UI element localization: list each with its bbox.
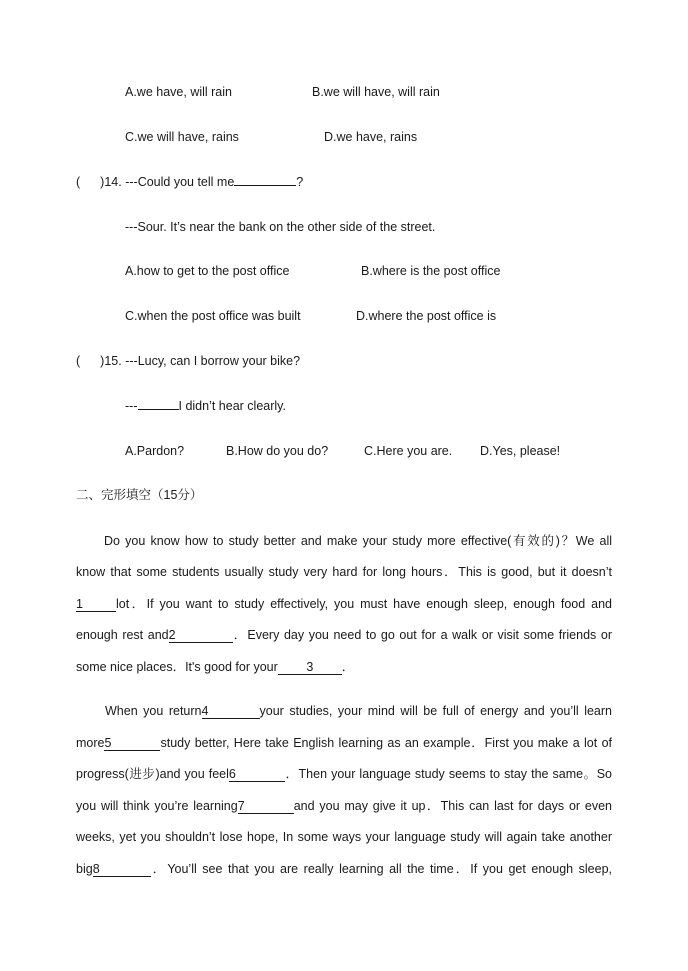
q15-reply (125, 398, 286, 414)
passage-p2-line1 (105, 703, 612, 719)
passage-p2-line3 (76, 766, 612, 782)
passage-p2-line1-post: your studies, your mind will be full of energy and you’ll learn (259, 704, 612, 718)
q14-option-d: D.where the post office is (356, 309, 497, 323)
passage-p2-line4-post: and you may give it up．This can last for days or even (293, 799, 612, 813)
passage-p1-line3 (76, 596, 612, 612)
passage-p1-line5-post: ． (341, 660, 355, 674)
passage-p2-line5: weeks, yet you shouldn’t lose hope, In some ways your language study will again take another (76, 830, 612, 844)
q14-option-a: A.how to get to the post office (125, 264, 290, 278)
q14-stem-text: ---Could you tell me (125, 175, 235, 189)
passage-p2-line2 (76, 735, 612, 751)
q14-option-b: B.where is the post office (361, 264, 501, 278)
q14-stem (76, 174, 303, 190)
passage-p2-line4 (76, 798, 612, 814)
blank-5: 5 (104, 737, 160, 751)
blank-1: 1 (76, 598, 116, 612)
passage-p2-line4-pre: you will think you’re learning (76, 799, 238, 813)
passage-p1-line1: Do you know how to study better and make your study more effective(有效的)？We all (104, 534, 612, 548)
q15-stem-text: ---Lucy, can I borrow your bike? (125, 354, 301, 368)
q15-option-a: A.Pardon? (125, 444, 185, 458)
q15-stem (76, 353, 300, 369)
blank-7: 7 (238, 800, 294, 814)
q15-option-c: C.Here you are. (364, 444, 453, 458)
passage-p1-line2: know that some students usually study very hard for long hours．This is good, but it doesn’t (76, 565, 612, 579)
passage-p1-line5 (76, 659, 612, 675)
passage-p1-line4-post: ．Every day you need to go out for a walk or visit some friends or (232, 628, 613, 642)
q13-option-a: A.we have, will rain (125, 85, 232, 99)
passage-p2-line6 (76, 861, 612, 877)
passage-p1-line3-text: lot．If you want to study effectively, you must have enough sleep, enough food and (116, 597, 612, 611)
q14-blank (234, 185, 296, 186)
q15-reply-dash: --- (125, 399, 138, 413)
passage-p2-line3-pre: progress(进步)and you feel (76, 767, 229, 781)
section-title-cloze: 二、完形填空（15分） (76, 488, 203, 502)
passage-p2-line1-pre: When you return (105, 704, 202, 718)
q15-option-d: D.Yes, please! (480, 444, 561, 458)
blank-6: 6 (229, 768, 285, 782)
blank-8: 8 (93, 863, 151, 877)
passage-p1-line4 (76, 627, 612, 643)
q14-number: )14. (100, 175, 122, 189)
q15-number: )15. (100, 354, 122, 368)
q15-option-b: B.How do you do? (226, 444, 329, 458)
q13-option-b: B.we will have, will rain (312, 85, 440, 99)
passage-p2-line2-post: study better, Here take English learning as an example．First you make a lot of (160, 736, 612, 750)
q13-option-d: D.we have, rains (324, 130, 418, 144)
passage-p1-line4-pre: enough rest and (76, 628, 169, 642)
passage-p1-line5-pre: some nice places．It's good for your (76, 660, 278, 674)
q15-reply-text: I didn’t hear clearly. (178, 399, 286, 413)
blank-3: 3 (278, 661, 342, 675)
q14-reply: ---Sour. It’s near the bank on the other side of the street. (125, 220, 436, 234)
passage-p2-line6-post: ．You’ll see that you are really learning all the time．If you get enough sleep, (150, 862, 612, 876)
blank-2: 2 (169, 629, 233, 643)
q14-stem-end: ? (296, 175, 304, 189)
passage-p2-line3-post: ．Then your language study seems to stay the same。So (284, 767, 612, 781)
q15-paren-open: ( (76, 354, 81, 368)
q14-option-c: C.when the post office was built (125, 309, 301, 323)
q13-option-c: C.we will have, rains (125, 130, 239, 144)
q15-blank (138, 409, 179, 410)
passage-p2-line2-pre: more (76, 736, 105, 750)
q14-paren-open: ( (76, 175, 81, 189)
blank-4: 4 (202, 705, 260, 719)
passage-p2-line6-pre: big (76, 862, 93, 876)
